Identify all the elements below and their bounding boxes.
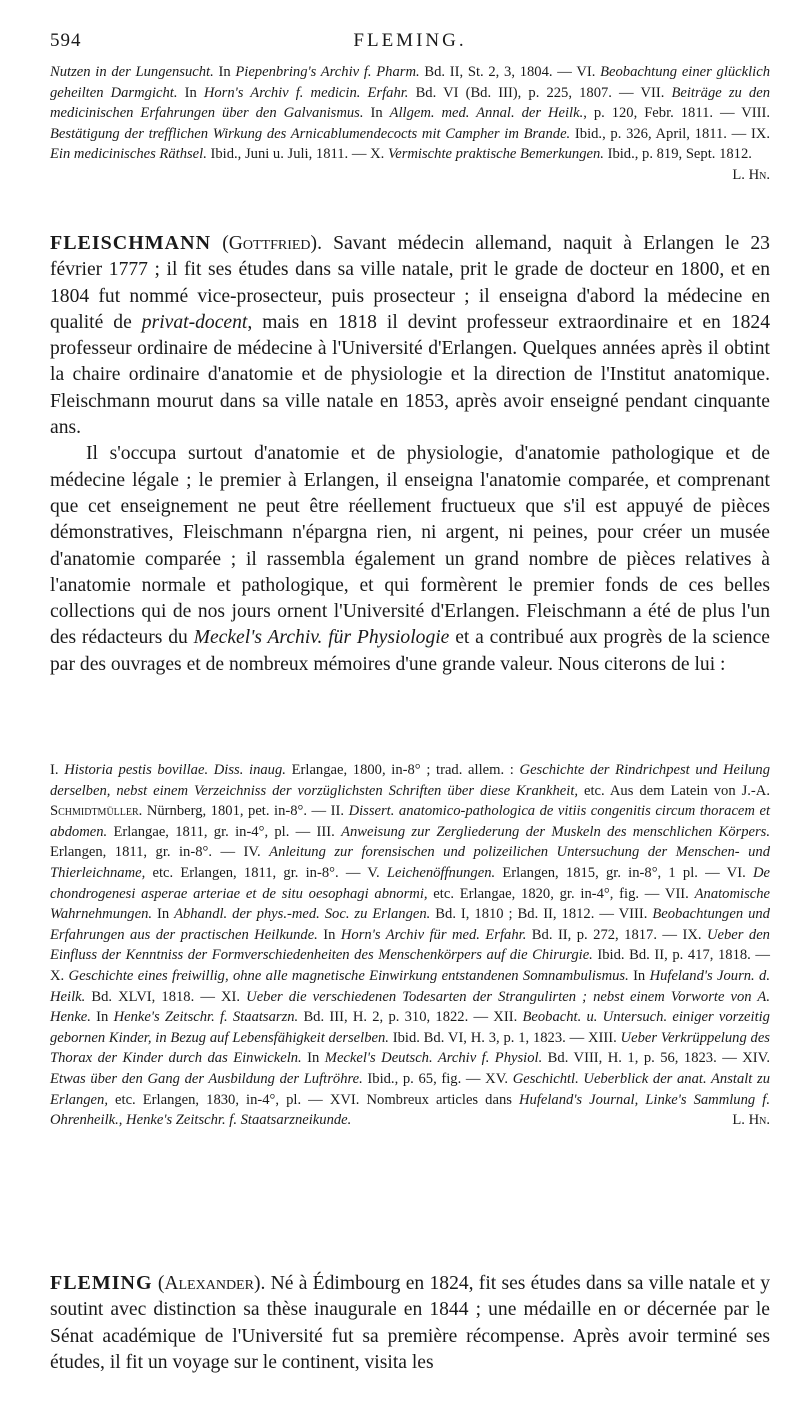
- text: Bd. II, p. 272, 1817. — IX.: [526, 926, 707, 943]
- text: etc. Erlangen, 1811, gr. in-8°. — V.: [145, 864, 387, 881]
- text: In: [301, 1050, 325, 1067]
- entry-fleming-alexander: [50, 1270, 770, 1376]
- work-title: Dissert. anatomico-pathologica de vitiis congenitis circum thoracem et abdomen.: [50, 803, 770, 840]
- journal-title: Meckel's Deutsch. Archiv f. Physiol.: [324, 1050, 543, 1067]
- work-title: Historia pestis bovillae. Diss. inaug.: [64, 762, 286, 778]
- entry-fleischmann: [50, 230, 770, 678]
- work-title: Ueber den Einfluss der Kenntniss der Formverschiedenheiten des Menschenkörpers auf die Chirurgie.: [50, 926, 770, 964]
- work-title: Geschichtl. Ueberblick der anat. Anstalt zu Erlangen,: [50, 1070, 770, 1108]
- text: , mais en 1818 il devint professeur extraordinaire et en 1824 professeur ordinaire de médecine à l'Université d'Erlangen. Quelques années après il obtint la chaire ordinaire d'anatomie et de physiologie et la direction de l'Institut anatomique. Fleischmann mourut dans sa ville natale en 1853, après avoir enseigné pendant cinquante ans.: [50, 311, 771, 439]
- running-head: [50, 30, 770, 56]
- text: Erlangen, 1815, gr. in-8°, 1 pl. — VI.: [495, 864, 753, 881]
- text: , p. 120, Febr. 1811. — VIII.: [583, 105, 770, 122]
- work-title: Vermischte praktische Bemerkungen.: [387, 146, 604, 163]
- text: Bd. VIII, H. 1, p. 56, 1823. — XIV.: [542, 1050, 770, 1067]
- text: Bd. III, H. 2, p. 310, 1822. — XII.: [298, 1009, 523, 1026]
- person-name: Schmidtmüller: [50, 803, 139, 820]
- text: Ibid., p. 819, Sept. 1812.: [603, 146, 752, 163]
- text: In: [90, 1009, 114, 1026]
- author-signature: L. Hn.: [732, 166, 770, 183]
- work-title: Nutzen in der Lungensucht.: [50, 64, 214, 80]
- text: Ibid., Juni u. Juli, 1811. — X.: [206, 146, 388, 163]
- work-title: Geschichte der Rindrichpest und Heilung derselben, nebst einem Verzeichniss der vorzüglichsten Schriften über diese Krankheit,: [50, 762, 770, 799]
- page-number: 594: [50, 30, 82, 51]
- text: In: [152, 906, 175, 923]
- work-title: Anweisung zur Zergliederung der Muskeln des menschlichen Körpers.: [341, 823, 770, 840]
- text: etc. Erlangen, 1830, in-4°, pl. — XVI. Nombreux articles dans: [107, 1091, 519, 1108]
- work-title: Anleitung zur forensischen und polizeilichen Untersuchung der Menschen- und Thierleichname,: [50, 844, 770, 881]
- entry-name: FLEMING: [50, 1272, 153, 1294]
- text: Bd. XLVI, 1818. — XI.: [85, 988, 247, 1005]
- text: Bd. I, 1810 ; Bd. II, 1812. — VIII.: [430, 906, 653, 923]
- work-title: Beobachtungen und Erfahrungen aus der practischen Heilkunde.: [50, 906, 770, 943]
- text: Erlangae, 1800, in-8° ; trad. allem. :: [285, 762, 520, 778]
- text: Bd. VI (Bd. III), p. 225, 1807. — VII.: [408, 84, 672, 101]
- text: Erlangae, 1811, gr. in-4°, pl. — III.: [107, 823, 342, 840]
- journal-title: Henke's Zeitschr. f. Staatsarzn.: [113, 1009, 299, 1026]
- text: Ibid. Bd. II, p. 417, 1818. — X.: [50, 947, 770, 984]
- work-title: Ueber die verschiedenen Todesarten der Strangulirten ; nebst einem Vorworte von A. Henke.: [50, 988, 770, 1026]
- text: Ibid., p. 326, April, 1811. — IX.: [570, 125, 770, 142]
- work-title: De chondrogenesi asperae arteriae et de situ oesophagi abnormi,: [50, 864, 770, 902]
- work-title: Beiträge zu den medicinischen Erfahrungen über den Galvanismus.: [50, 84, 770, 122]
- entry-given-name: (Alexander).: [157, 1273, 266, 1294]
- text: Ibid., p. 65, fig. — XV.: [362, 1070, 513, 1087]
- journal-title: Horn's Archiv für med. Erfahr.: [340, 926, 527, 943]
- text: In: [628, 967, 650, 984]
- work-title: Anatomische Wahrnehmungen.: [50, 885, 770, 923]
- text: In: [317, 926, 341, 943]
- journal-title: Meckel's Archiv. für Physiologie: [193, 627, 450, 649]
- previous-entry-bibliography: [50, 62, 770, 186]
- entry-name: FLEISCHMANN: [50, 232, 212, 254]
- journal-title: Piepenbring's Archiv f. Pharm.: [235, 64, 420, 80]
- text: Erlangen, 1811, gr. in-8°. — IV.: [50, 844, 270, 861]
- work-title: Bestätigung der trefflichen Wirkung des Arnicablumendecocts mit Campher im Brande.: [50, 125, 571, 142]
- text: In: [213, 64, 236, 80]
- paragraph: [50, 230, 770, 441]
- work-title: Beobacht. u. Untersuch. einiger vorzeitig gebornen Kinder, in Bezug auf Lebensfähigkeit derselben.: [50, 1009, 770, 1046]
- emphasis: privat-docent: [141, 311, 248, 333]
- work-title: Ueber Verkrüppelung des Thorax der Kinder durch das Einwickeln.: [50, 1029, 770, 1067]
- journal-title: Allgem. med. Annal. der Heilk.: [389, 105, 584, 122]
- journal-title: Horn's Archiv f. medicin. Erfahr.: [203, 84, 409, 101]
- work-title: Etwas über den Gang der Ausbildung der Luftröhre.: [50, 1070, 363, 1087]
- text: Il s'occupa surtout d'anatomie et de physiologie, d'anatomie pathologique et de médecine légale ; le premier à Erlangen, il enseigna l'anatomie comparée, et comprenant que cet enseignement ne peut être réellement fructueux que s'il est appuyé de pièces démonstratives, Fleischmann n'épargna rien, ni argent, ni peines, pour créer un musée d'anatomie comparée ; il rassembla également un grand nombre de pièces relatives à l'anatomie normale et pathologique, et qui formèrent le premier fonds de ces belles collections qui de nos jours ornent l'Université d'Erlangen. Fleischmann a été de plus l'un des rédacteurs du: [50, 443, 770, 649]
- journal-title: Abhandl. der phys.-med. Soc. zu Erlangen.: [174, 906, 431, 923]
- journal-title: Hufeland's Journ. d. Heilk.: [50, 967, 770, 1005]
- text: In: [177, 84, 204, 101]
- running-title: FLEMING.: [353, 30, 467, 51]
- text: Bd. II, St. 2, 3, 1804. — VI.: [419, 64, 601, 80]
- text: etc. Erlangae, 1820, gr. in-4°, fig. — VII.: [427, 885, 695, 902]
- text: Né à Édimbourg en 1824, fit ses études dans sa ville natale et y soutint avec distinction sa thèse inaugurale en 1844 ; une médaille en or décernée par le Sénat académique de l'Université fut sa première récompense. Après avoir terminé ses études, il fit un voyage sur le continent, visita les: [50, 1273, 771, 1373]
- work-title: Geschichte eines freiwillig, ohne alle magnetische Einwirkung entstandenen Somnambulismus.: [68, 967, 629, 984]
- text: I.: [50, 762, 65, 778]
- text: et a contribué aux progrès de la science par des ouvrages et de nombreux mémoires d'une grande valeur. Nous citerons de lui :: [50, 627, 770, 675]
- paragraph: [50, 441, 770, 678]
- text: In: [363, 105, 390, 122]
- work-title: Beobachtung einer glücklich geheilten Darmgicht.: [50, 64, 771, 101]
- text: Ibid. Bd. VI, H. 3, p. 1, 1823. — XIII.: [388, 1029, 621, 1046]
- text: Savant médecin allemand, naquit à Erlangen le 23 février 1777 ; il fit ses études dans sa ville natale, prit le grade de docteur en 1800, et en 1804 fut nommé vice-prosecteur, puis prosecteur ; il enseigna d'abord la médecine en qualité de: [50, 233, 770, 333]
- work-title: Leichenöffnungen.: [386, 864, 496, 881]
- work-title: Ein medicinisches Räthsel.: [50, 146, 207, 163]
- text: etc. Aus dem Latein von J.-A.: [578, 782, 770, 799]
- fleischmann-bibliography: [50, 760, 770, 1131]
- text: . Nürnberg, 1801, pet. in-8°. — II.: [138, 803, 349, 820]
- entry-given-name: (Gottfried).: [222, 233, 322, 254]
- journal-title: Hufeland's Journal, Linke's Sammlung f. Ohrenheilk., Henke's Zeitschr. f. Staatsarzneikunde.: [50, 1091, 770, 1129]
- author-signature: L. Hn.: [732, 1112, 770, 1129]
